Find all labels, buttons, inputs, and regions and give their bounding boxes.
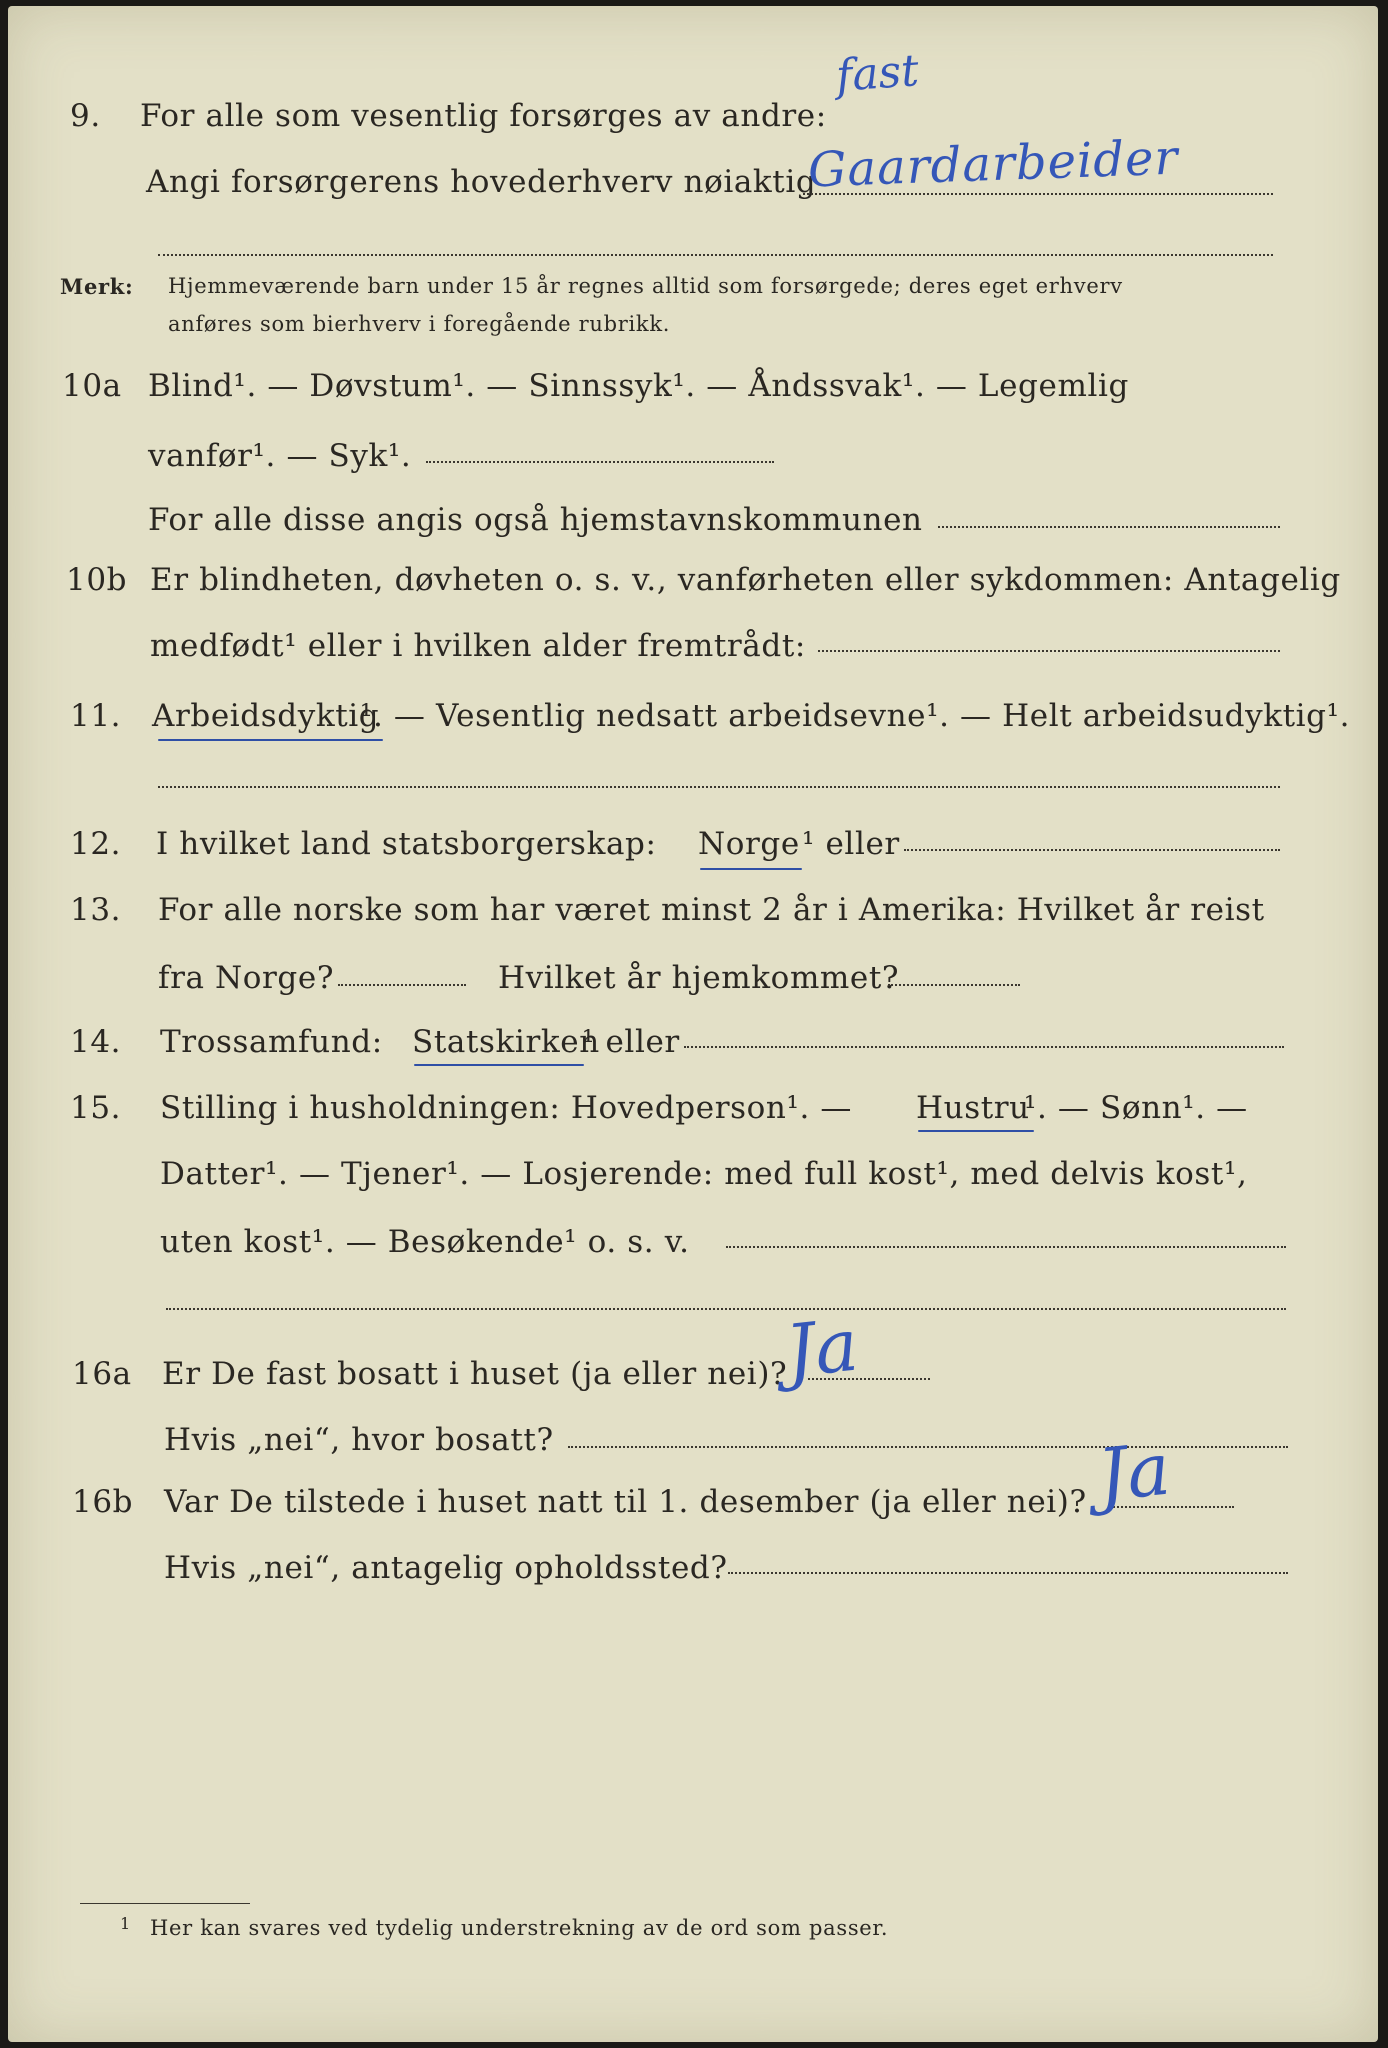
item-9-handwritten-fast: fast bbox=[834, 45, 921, 102]
item-16b-location-line bbox=[728, 1572, 1288, 1574]
item-15-number: 15. bbox=[70, 1090, 122, 1126]
note-label: Merk: bbox=[60, 274, 134, 299]
item-16b-handwritten-answer: Ja bbox=[1093, 1426, 1174, 1518]
item-10b-answer-line bbox=[818, 650, 1280, 652]
item-16a-question-2: Hvis „nei“, hvor bosatt? bbox=[164, 1422, 554, 1458]
item-16a-handwritten-answer: Ja bbox=[781, 1302, 862, 1394]
item-15-answer-line bbox=[726, 1246, 1286, 1248]
item-10a-text-3: For alle disse angis også hjemstavnskommunen bbox=[148, 502, 923, 538]
item-12-question: I hvilket land statsborgerskap: bbox=[156, 826, 657, 862]
census-form-page bbox=[8, 6, 1378, 2042]
item-13-text-1: For alle norske som har været minst 2 år i Amerika: Hvilket år reist bbox=[158, 892, 1265, 928]
footnote-text: Her kan svares ved tydelig understrekning av de ord som passer. bbox=[150, 1916, 889, 1940]
item-16a-residence-line bbox=[568, 1446, 1288, 1448]
item-10b-text-2: medfødt¹ eller i hvilken alder fremtrådt: bbox=[150, 628, 806, 664]
note-text-2: anføres som bierhverv i foregående rubrikk. bbox=[168, 312, 671, 336]
item-16b-question-2: Hvis „nei“, antagelig opholdssted? bbox=[164, 1550, 728, 1586]
item-10a-municipality-line bbox=[938, 526, 1280, 528]
item-15-option-hustru: Hustru bbox=[916, 1090, 1030, 1126]
item-15-text-1-end: ¹. — Sønn¹. — bbox=[1024, 1090, 1248, 1126]
item-14-underline-mark bbox=[414, 1064, 584, 1066]
item-16b-number: 16b bbox=[72, 1484, 134, 1520]
item-13-text-2a: fra Norge? bbox=[158, 960, 335, 996]
item-14-option-statskirken: Statskirken bbox=[412, 1024, 600, 1060]
item-9-extra-line bbox=[158, 254, 1273, 256]
item-9-number: 9. bbox=[70, 98, 101, 134]
item-16a-question: Er De fast bosatt i huset (ja eller nei)? bbox=[162, 1356, 788, 1392]
item-10a-number: 10a bbox=[62, 368, 122, 404]
item-11-option-arbeidsdyktig: Arbeidsdyktig bbox=[152, 698, 380, 734]
item-13-number: 13. bbox=[70, 892, 122, 928]
item-10a-text-1: Blind¹. — Døvstum¹. — Sinnssyk¹. — Åndssvak¹. — Legemlig bbox=[148, 368, 1129, 404]
item-10a-answer-line bbox=[426, 461, 774, 463]
item-13-departure-line bbox=[338, 984, 466, 986]
footnote-mark: 1 bbox=[120, 1914, 131, 1933]
item-13-return-line bbox=[888, 984, 1020, 986]
note-text-1: Hjemmeværende barn under 15 år regnes alltid som forsørgede; deres eget erhverv bbox=[168, 274, 1123, 298]
item-11-extra-line bbox=[158, 786, 1280, 788]
item-11-other-options: ¹. — Vesentlig nedsatt arbeidsevne¹. — Helt arbeidsudyktig¹. bbox=[360, 698, 1351, 734]
item-14-number: 14. bbox=[70, 1024, 122, 1060]
item-15-underline-mark bbox=[918, 1130, 1034, 1132]
footnote-rule bbox=[80, 1903, 250, 1904]
item-15-text-3: uten kost¹. — Besøkende¹ o. s. v. bbox=[160, 1224, 690, 1260]
item-16b-question: Var De tilstede i huset natt til 1. desember (ja eller nei)? bbox=[164, 1484, 1087, 1520]
item-9-question-2: Angi forsørgerens hovederhverv nøiaktig bbox=[146, 164, 817, 200]
item-9-handwritten-answer: Gaardarbeider bbox=[807, 129, 1180, 199]
item-12-answer-line bbox=[904, 849, 1280, 851]
item-14-question: Trossamfund: bbox=[160, 1024, 383, 1060]
item-15-extra-line bbox=[166, 1308, 1286, 1310]
item-12-number: 12. bbox=[70, 826, 122, 862]
item-12-eller: ¹ eller bbox=[802, 826, 900, 862]
item-12-option-norge: Norge bbox=[698, 826, 800, 862]
item-11-number: 11. bbox=[70, 698, 122, 734]
item-11-underline-mark bbox=[158, 739, 383, 741]
item-15-text-1: Stilling i husholdningen: Hovedperson¹. — bbox=[160, 1090, 852, 1126]
item-14-answer-line bbox=[684, 1046, 1284, 1048]
item-10b-number: 10b bbox=[66, 562, 128, 598]
item-9-question: For alle som vesentlig forsørges av andre: bbox=[140, 98, 827, 134]
item-16a-number: 16a bbox=[72, 1356, 132, 1392]
item-10b-text-1: Er blindheten, døvheten o. s. v., vanførheten eller sykdommen: Antagelig bbox=[150, 562, 1341, 598]
item-14-eller: ¹ eller bbox=[582, 1024, 680, 1060]
item-15-text-2: Datter¹. — Tjener¹. — Losjerende: med full kost¹, med delvis kost¹, bbox=[160, 1156, 1248, 1192]
item-10a-text-2: vanfør¹. — Syk¹. bbox=[148, 438, 412, 474]
item-13-text-2b: Hvilket år hjemkommet? bbox=[498, 960, 900, 996]
item-12-underline-mark bbox=[700, 868, 802, 870]
